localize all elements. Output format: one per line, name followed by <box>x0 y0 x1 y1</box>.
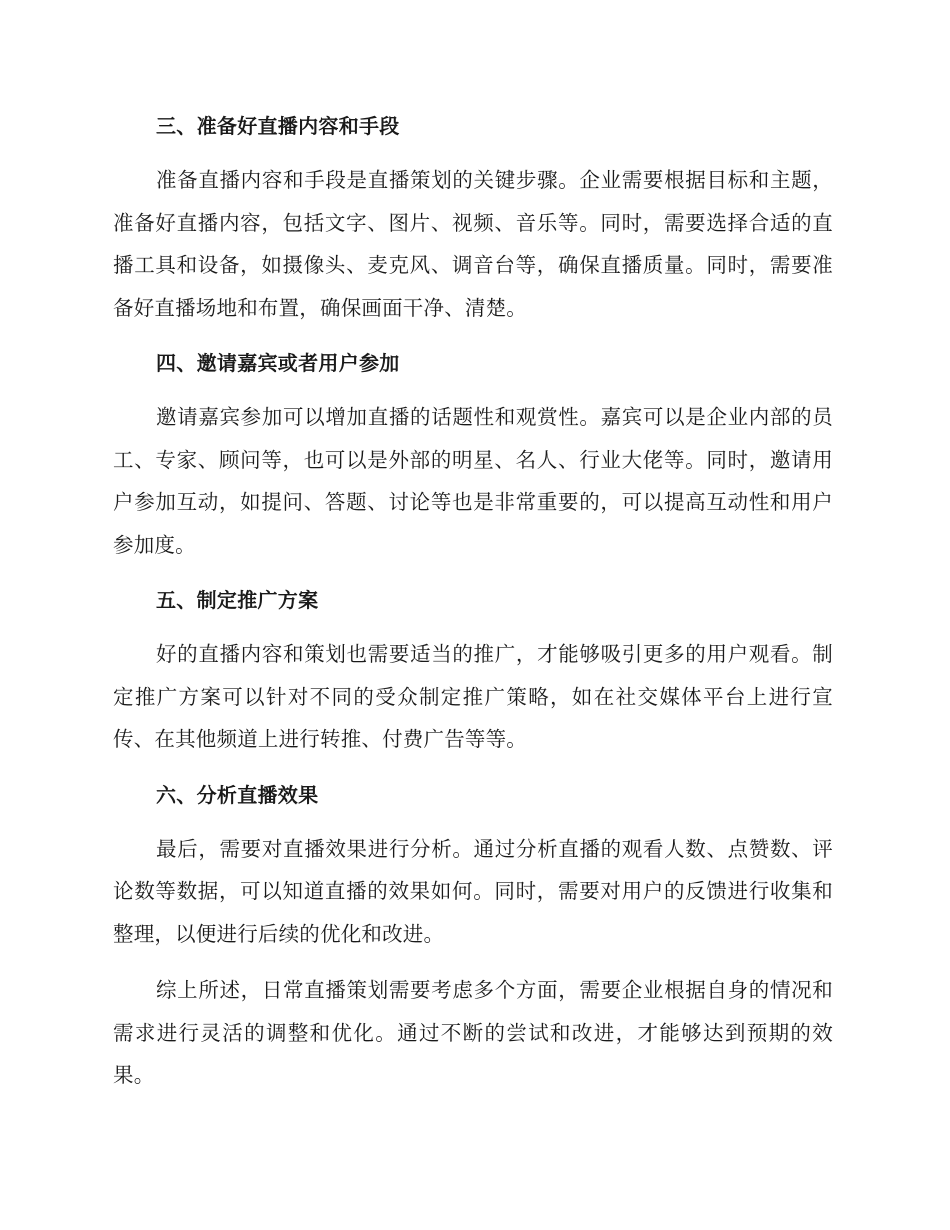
section-heading-5: 五、制定推广方案 <box>156 588 319 612</box>
section-paragraph-4: 邀请嘉宾参加可以增加直播的话题性和观赏性。嘉宾可以是企业内部的员工、专家、顾问等，也可以是外部的明星、名人、行业大佬等。同时，邀请用户参加互动，如提问、答题、讨论等也是非常重要的，可以提高互动性和用户参加度。 <box>113 405 833 557</box>
section-heading-6: 六、分析直播效果 <box>156 782 319 807</box>
section-paragraph-3: 准备直播内容和手段是直播策划的关键步骤。企业需要根据目标和主题，准备好直播内容，包括文字、图片、视频、音乐等。同时，需要选择合适的直播工具和设备，如摄像头、麦克风、调音台等，确保直播质量。同时，需要准备好直播场地和布置，确保画面干净、清楚。 <box>113 168 833 320</box>
section-paragraph-6: 最后，需要对直播效果进行分析。通过分析直播的观看人数、点赞数、评论数等数据，可以知道直播的效果如何。同时，需要对用户的反馈进行收集和整理，以便进行后续的优化和改进。 <box>113 836 833 946</box>
section-heading-4: 四、邀请嘉宾或者用户参加 <box>156 351 400 375</box>
section-paragraph-5: 好的直播内容和策划也需要适当的推广，才能够吸引更多的用户观看。制定推广方案可以针对不同的受众制定推广策略，如在社交媒体平台上进行宣传、在其他频道上进行转推、付费广告等等。 <box>113 642 833 751</box>
document-body <box>113 105 833 1110</box>
conclusion-paragraph: 综上所述，日常直播策划需要考虑多个方面，需要企业根据自身的情况和需求进行灵活的调整和优化。通过不断的尝试和改进，才能够达到预期的效果。 <box>113 978 833 1087</box>
section-heading-3: 三、准备好直播内容和手段 <box>156 114 400 138</box>
